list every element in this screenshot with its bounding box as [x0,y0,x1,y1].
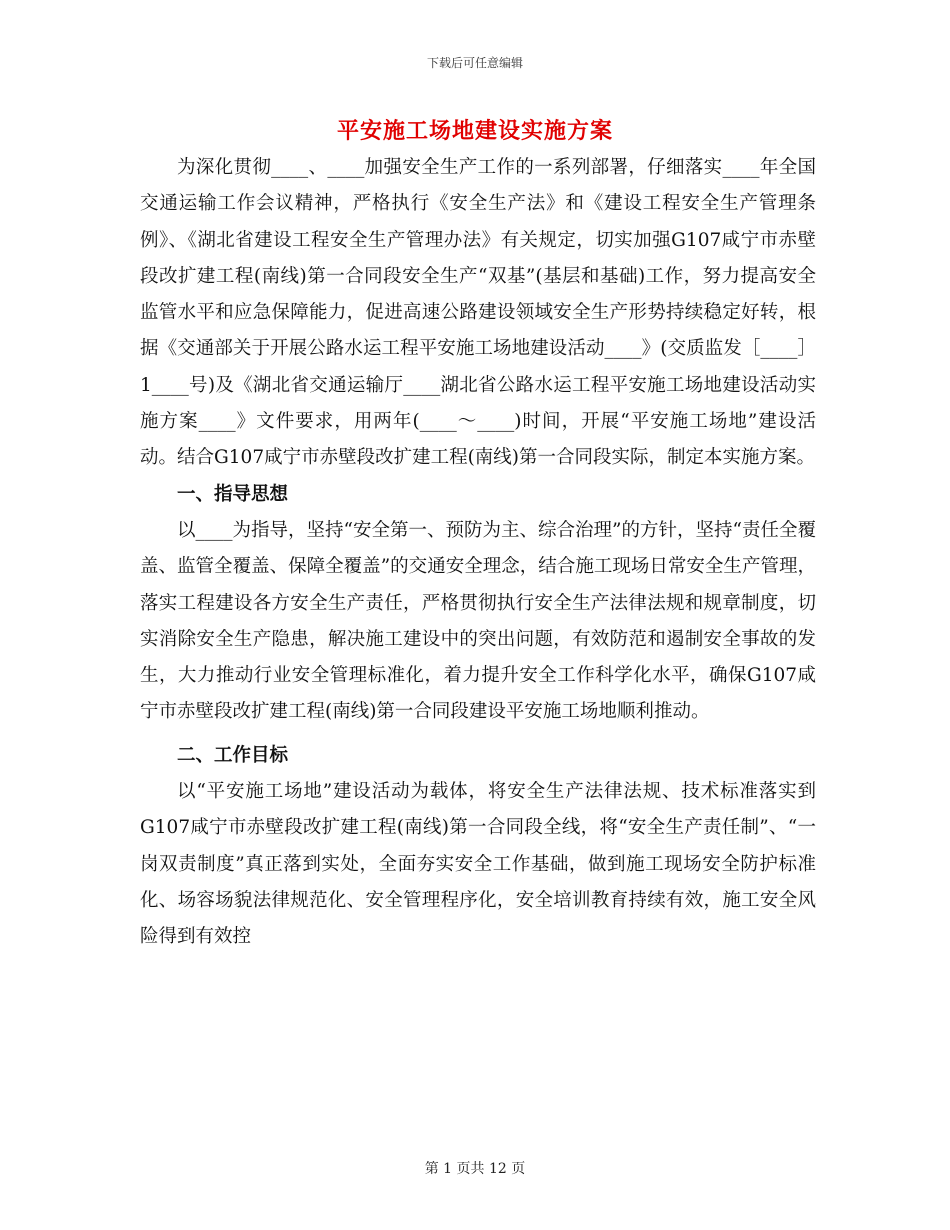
document-title: 平安施工场地建设实施方案 [336,118,613,144]
intro-paragraph: 为深化贯彻____、____加强安全生产工作的一系列部署，仔细落实____年全国交通运输工作会议精神，严格执行《安全生产法》和《建设工程安全生产管理条例》、《湖北省建设工程安全生产管理办法》有关规定，切实加强G107咸宁市赤壁段改扩建工程(南线)第一合同段安全生产“双基”(基层和基础)工作，努力提高安全监管水平和应急保障能力，促进高速公路建设领域安全生产形势持续稳定好转，根据《交通部关于开展公路水运工程平安施工场地建设活动____》(交质监发［____］1____号)及《湖北省交通运输厅____湖北省公路水运工程平安施工场地建设活动实施方案____》文件要求，用两年(____～____)时间，开展“平安施工场地”建设活动。结合G107咸宁市赤壁段改扩建工程(南线)第一合同段实际，制定本实施方案。 [140,157,816,469]
section-heading-guiding-ideology: 一、指导思想 [177,483,289,505]
page-header: 下载后可任意编辑 [426,56,523,70]
section-gap [140,731,816,738]
page-footer: 第 1 页共 12 页 [424,1161,526,1177]
section-body-guiding-ideology: 以____为指导，坚持“安全第一、预防为主、综合治理”的方针，坚持“责任全覆盖、监管全覆盖、保障全覆盖”的交通安全理念，结合施工现场日常安全生产管理，落实工程建设各方安全生产责任，严格贯彻执行安全生产法律法规和规章制度，切实消除安全生产隐患，解决施工建设中的突出问题，有效防范和遏制安全事故的发生，大力推动行业安全管理标准化，着力提升安全工作科学化水平，确保G107咸宁市赤壁段改扩建工程(南线)第一合同段建设平安施工场地顺利推动。 [140,519,816,723]
section-body-work-goals: 以“平安施工场地”建设活动为载体，将安全生产法律法规、技术标准落实到G107咸宁市赤壁段改扩建工程(南线)第一合同段全线，将“安全生产责任制”、“一岗双责制度”真正落到实处，全面夯实安全工作基础，做到施工现场安全防护标准化、场容场貌法律规范化、安全管理程序化，安全培训教育持续有效，施工安全风险得到有效控 [140,781,816,948]
document-body [140,150,816,956]
section-heading-work-goals: 二、工作目标 [177,744,289,766]
